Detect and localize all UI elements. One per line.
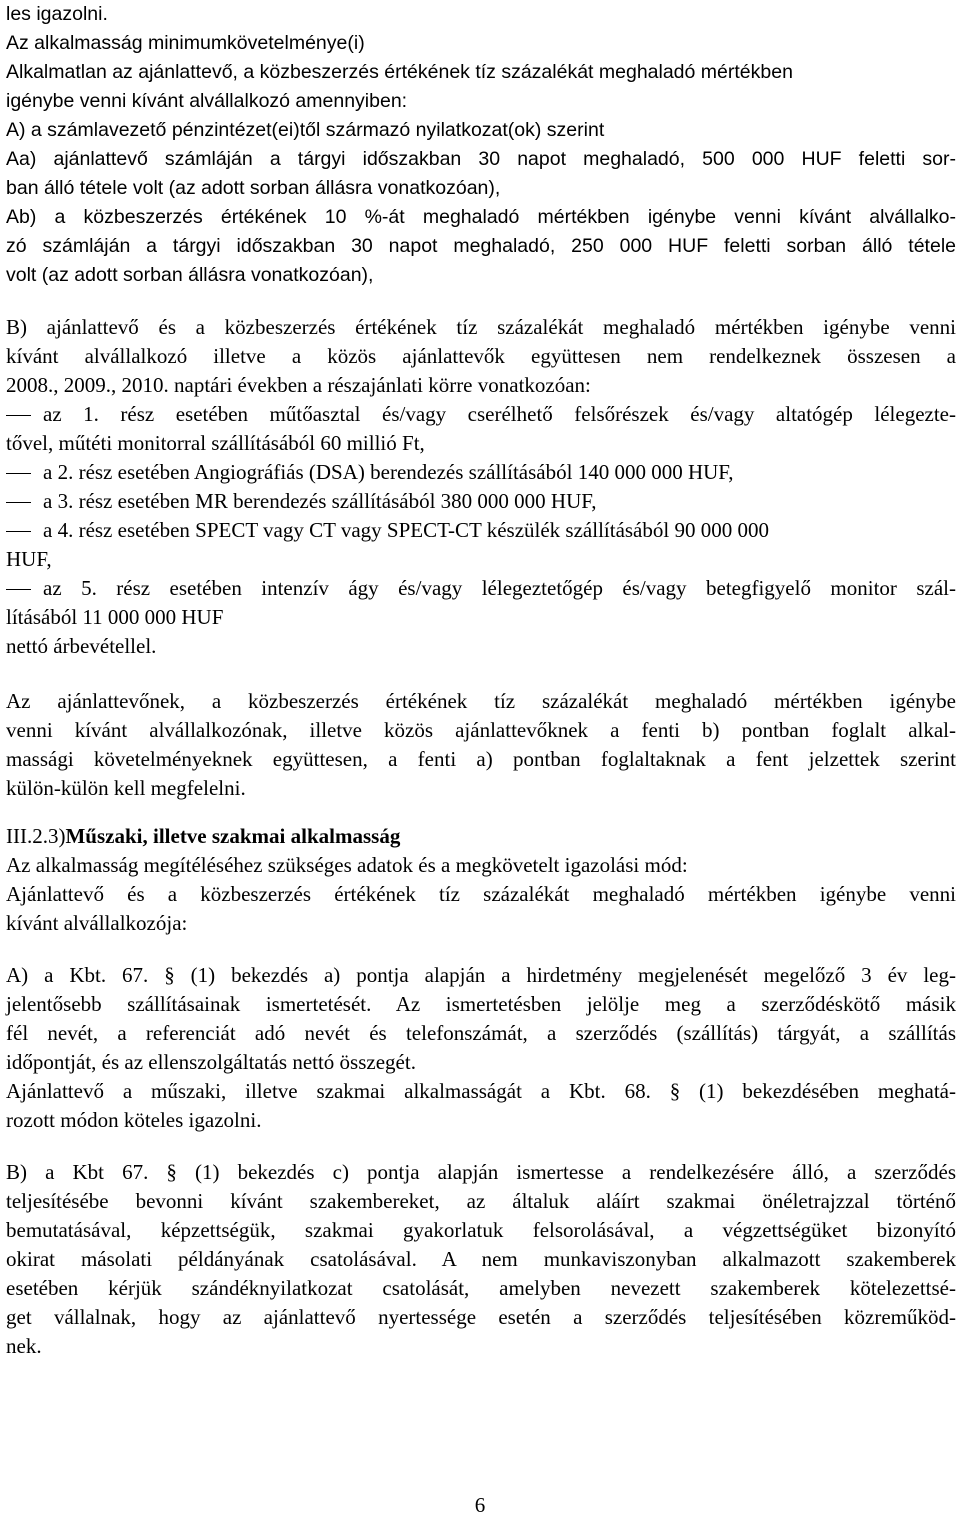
text-line: jelentősebb szállításainak ismertetését. Az ismertetésben jelölje meg a szerződéskötő másik [6, 992, 956, 1016]
text-line: Az alkalmasság megítéléséhez szükséges adatok és a megkövetelt igazolási mód: [6, 853, 688, 877]
text-line: 2008., 2009., 2010. naptári években a részajánlati körre vonatkozóan: [6, 373, 591, 397]
text-line: időpontját, és az ellenszolgáltatás nettó összegét. [6, 1050, 416, 1074]
page-number: 6 [474, 1493, 486, 1517]
text-line: venni kívánt alvállalkozónak, illetve közös ajánlattevőknek a fenti b) pontban foglalt alkal- [6, 718, 956, 742]
section-heading-title: Műszaki, illetve szakmai alkalmasság [65, 824, 401, 848]
dash-bullet-icon [6, 415, 31, 416]
text-line: massági követelményeknek együttesen, a fenti a) pontban foglaltaknak a fent jelzettek szerint [6, 747, 956, 771]
list-item: az 1. rész esetében műtőasztal és/vagy cserélhető felsőrészek és/vagy altatógép lélegezte- [6, 400, 956, 429]
joint-compliance-paragraph [6, 687, 956, 803]
text-line: Ab) a közbeszerzés értékének 10 %-át meghaladó mértékben igénybe venni kívánt alvállalko- [6, 206, 956, 228]
financial-requirements-section [6, 0, 956, 290]
list-item: a 2. rész esetében Angiográfiás (DSA) berendezés szállításából 140 000 000 HUF, [6, 458, 956, 487]
dash-bullet-icon [6, 473, 31, 474]
text-line: A) a számlavezető pénzintézet(ei)től származó nyilatkozat(ok) szerint [6, 119, 605, 141]
dash-bullet-icon [6, 589, 31, 590]
text-line: volt (az adott sorban állásra vonatkozóan), [6, 264, 374, 286]
text-line: teljesítésébe bevonni kívánt szakembereket, az általuk aláírt szakmai önéletrajzzal történő [6, 1189, 956, 1213]
text-line: nek. [6, 1334, 42, 1358]
document-page [6, 0, 956, 1361]
text-line: B) a Kbt 67. § (1) bekezdés c) pontja alapján ismertesse a rendelkezésére álló, a szerződés [6, 1160, 956, 1184]
text-line: bemutatásával, képzettségük, szakmai gyakorlatuk felsorolásával, a végzettségüket bizonyító [6, 1218, 956, 1242]
text-line: fél nevét, a referenciát adó nevét és telefonszámát, a szerződés (szállítás) tárgyát, a szállítás [6, 1021, 956, 1045]
list-item-continuation: HUF, [6, 547, 52, 571]
text-line: okirat másolati példányának csatolásával. A nem munkaviszonyban alkalmazott szakemberek [6, 1247, 956, 1271]
list-item: az 5. rész esetében intenzív ágy és/vagy lélegeztetőgép és/vagy betegfigyelő monitor szál- [6, 574, 956, 603]
text-line: A) a Kbt. 67. § (1) bekezdés a) pontja alapján a hirdetmény megjelenését megelőző 3 év leg- [6, 963, 956, 987]
dash-bullet-icon [6, 531, 31, 532]
text-line: ban álló tétele volt (az adott sorban állásra vonatkozóan), [6, 177, 501, 199]
text-line: B) ajánlattevő és a közbeszerzés értékének tíz százalékát meghaladó mértékben igénybe venni [6, 315, 956, 339]
list-item-continuation: tővel, műtéti monitorral szállításából 60 millió Ft, [6, 431, 425, 455]
technical-capacity-section [6, 822, 956, 938]
list-item: a 3. rész esetében MR berendezés szállításából 380 000 000 HUF, [6, 487, 956, 516]
section-heading: III.2.3)Műszaki, illetve szakmai alkalmasság [6, 824, 401, 848]
list-item-continuation: lításából 11 000 000 HUF [6, 605, 224, 629]
text-line: kívánt alvállalkozó illetve a közös ajánlattevők együttesen nem rendelkeznek összesen a [6, 344, 956, 368]
text-line: les igazolni. [6, 3, 108, 25]
text-line: get vállalnak, hogy az ajánlattevő nyertessége esetén a szerződés teljesítésében közreműköd- [6, 1305, 956, 1329]
text-line: Ajánlattevő és a közbeszerzés értékének tíz százalékát meghaladó mértékben igénybe venni [6, 882, 956, 906]
text-line: külön-külön kell megfelelni. [6, 776, 246, 800]
text-line: Az ajánlattevőnek, a közbeszerzés értékének tíz százalékát meghaladó mértékben igénybe [6, 689, 956, 713]
text-line: rozott módon köteles igazolni. [6, 1108, 262, 1132]
text-line: Aa) ajánlattevő számláján a tárgyi időszakban 30 napot meghaladó, 500 000 HUF feletti sor- [6, 148, 956, 170]
text-line: Alkalmatlan az ajánlattevő, a közbeszerzés értékének tíz százalékát meghaladó mértékben [6, 61, 793, 83]
text-line: zó számláján a tárgyi időszakban 30 napot meghaladó, 250 000 HUF feletti sorban álló tétele [6, 235, 956, 257]
reference-requirement-paragraph [6, 961, 956, 1135]
revenue-requirements-section [6, 313, 956, 661]
text-line: kívánt alvállalkozója: [6, 911, 188, 935]
list-item: a 4. rész esetében SPECT vagy CT vagy SPECT-CT készülék szállításából 90 000 000 [6, 516, 956, 545]
text-line: esetében kérjük szándéknyilatkozat csatolását, amelyben nevezett szakemberek kötelezettsé- [6, 1276, 956, 1300]
text-line: Az alkalmasság minimumkövetelménye(i) [6, 32, 365, 54]
specialist-requirement-paragraph [6, 1158, 956, 1361]
text-line: Ajánlattevő a műszaki, illetve szakmai alkalmasságát a Kbt. 68. § (1) bekezdésében meghatá- [6, 1079, 956, 1103]
text-line: igénybe venni kívánt alvállalkozó amennyiben: [6, 90, 408, 112]
dash-bullet-icon [6, 502, 31, 503]
text-line: nettó árbevétellel. [6, 634, 157, 658]
